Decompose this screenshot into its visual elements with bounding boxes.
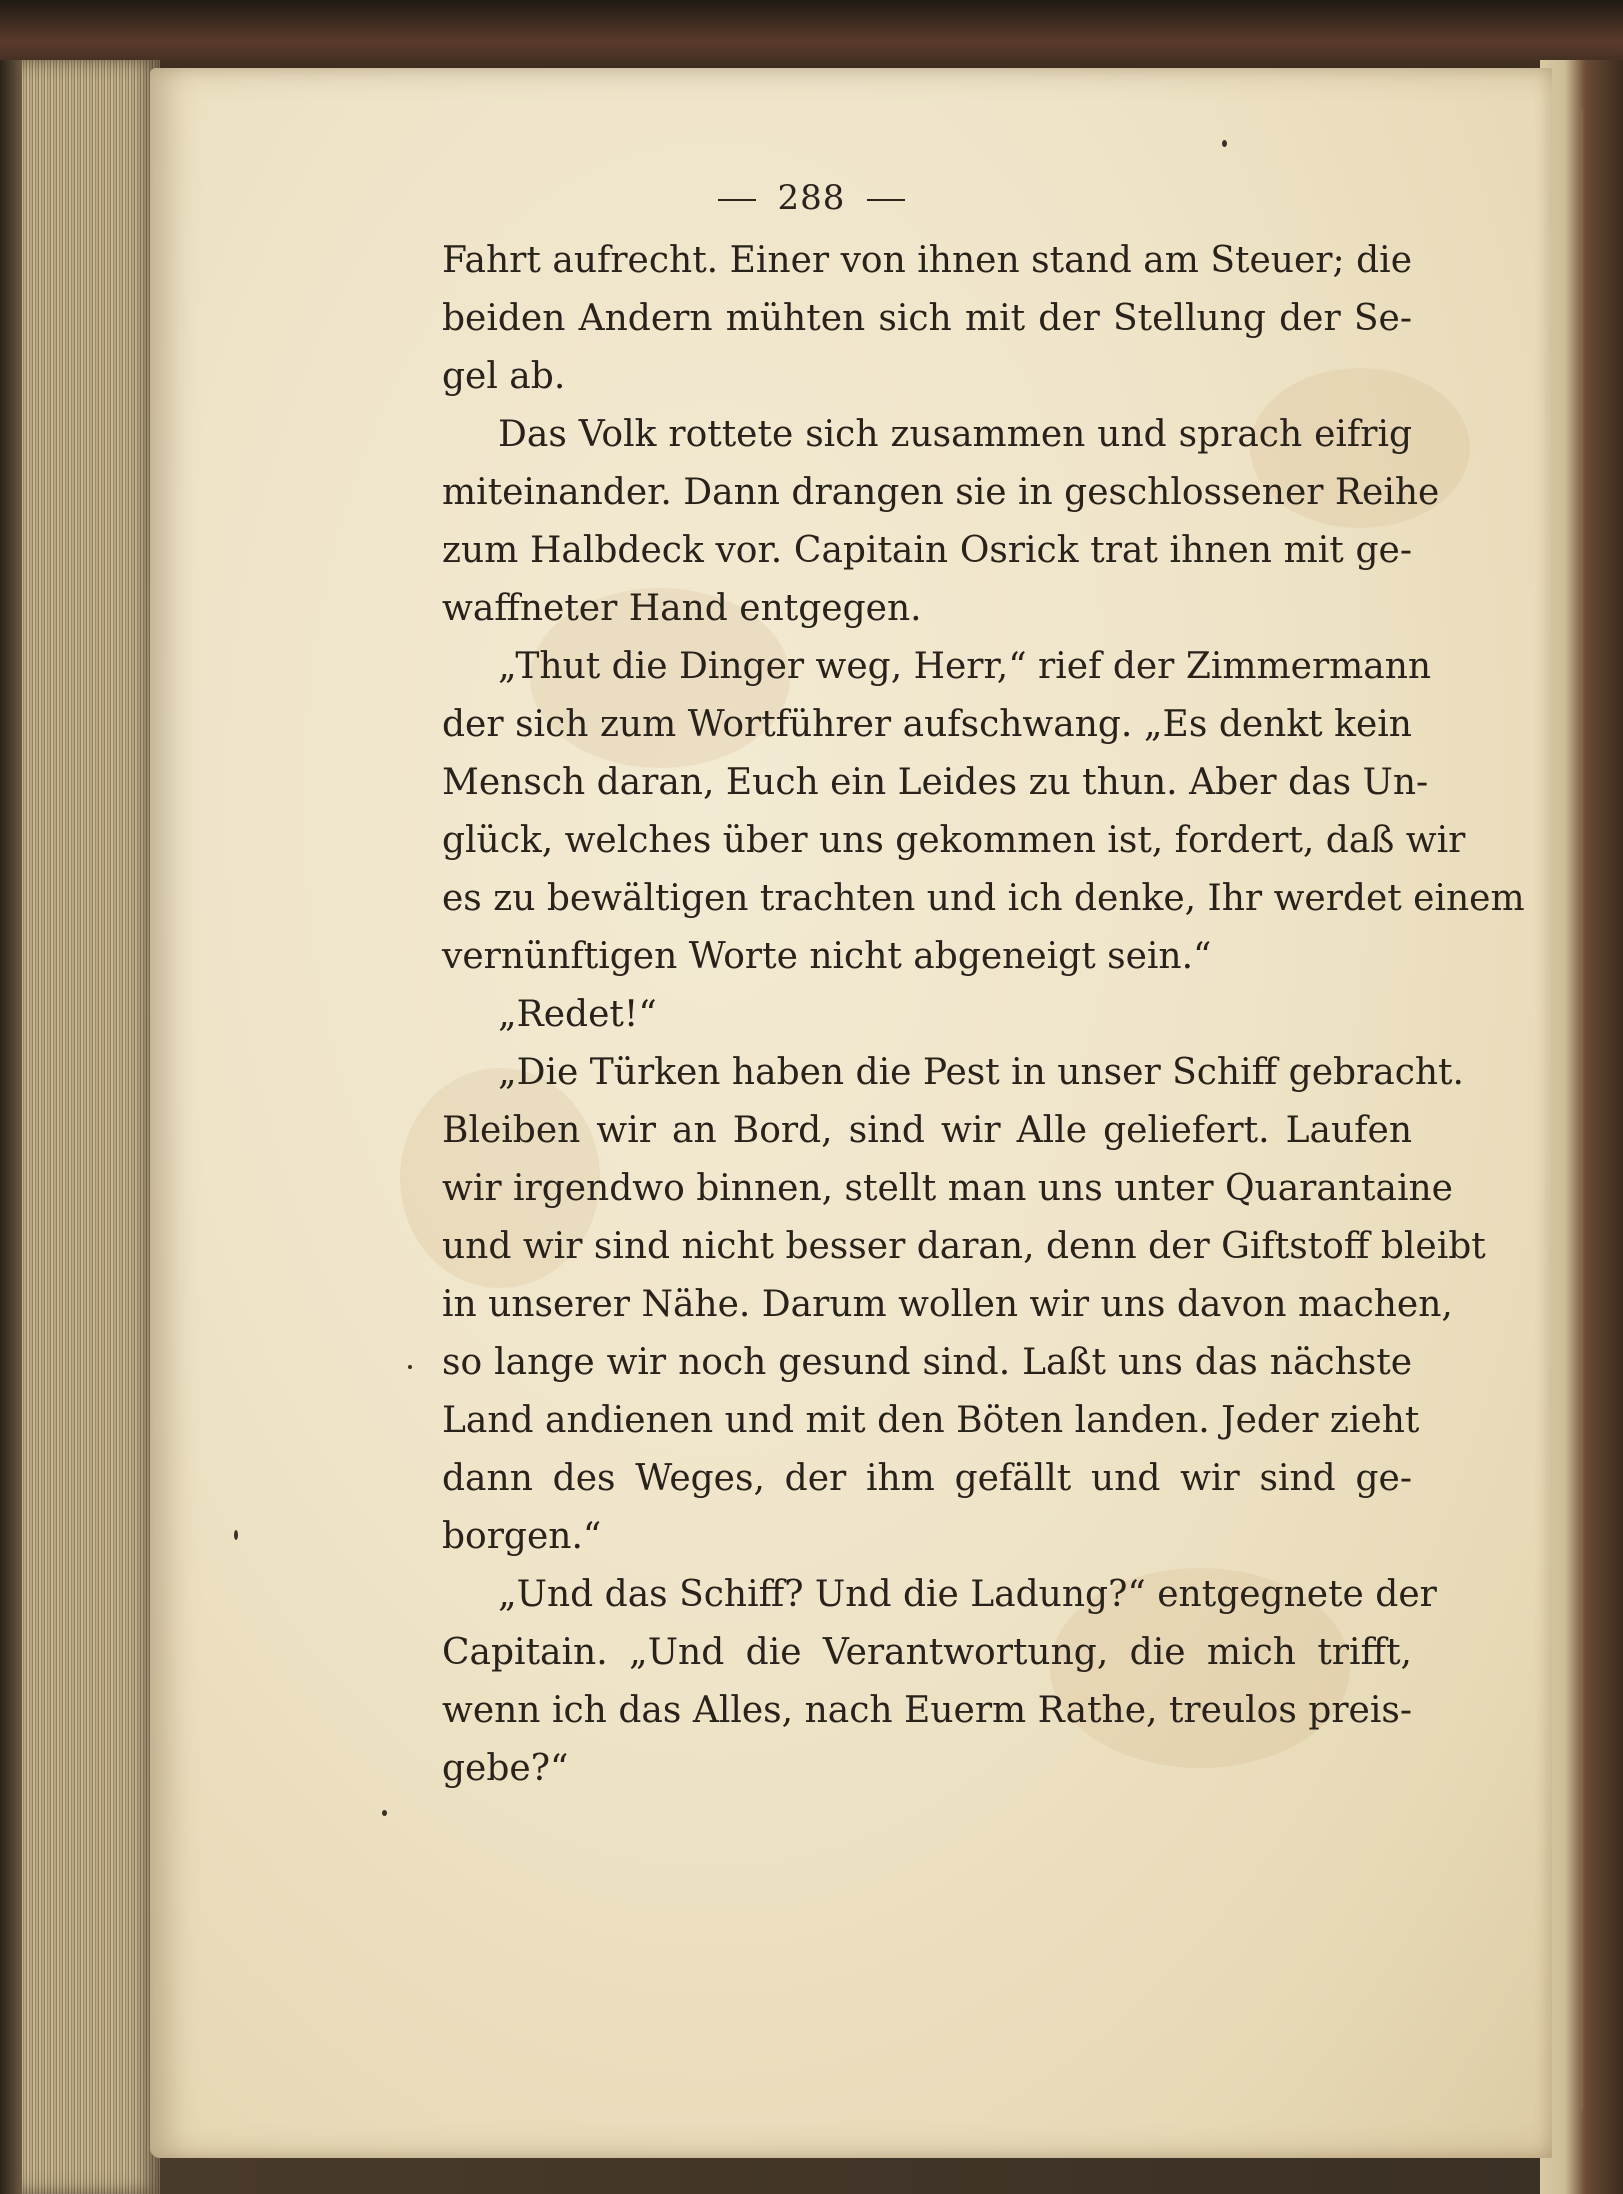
- book-cover-edge: [0, 0, 1623, 70]
- text-line: Bleiben wir an Bord, sind wir Alle geliefert. Laufen: [442, 1110, 1412, 1151]
- text-line: Land andienen und mit den Böten landen. Jeder zieht: [442, 1400, 1420, 1441]
- ink-speck: [408, 1365, 412, 1369]
- text-line: der sich zum Wortführer aufschwang. „Es denkt kein: [442, 704, 1412, 745]
- text-line: gel ab.: [442, 356, 566, 397]
- page-number: [0, 178, 1623, 218]
- text-line: so lange wir noch gesund sind. Laßt uns das nächste: [442, 1342, 1412, 1383]
- dash-right: [867, 199, 905, 201]
- text-line: „Und das Schiff? Und die Ladung?“ entgegnete der: [498, 1574, 1437, 1615]
- text-line: miteinander. Dann drangen sie in geschlossener Reihe: [442, 472, 1440, 513]
- page-edges-left: [0, 60, 160, 2194]
- body-text: [442, 232, 1525, 1798]
- text-line: glück, welches über uns gekommen ist, fordert, daß wir: [442, 820, 1466, 861]
- text-line: wir irgendwo binnen, stellt man uns unter Quarantaine: [442, 1168, 1453, 1209]
- text-line: wenn ich das Alles, nach Euerm Rathe, treulos preis-: [442, 1690, 1412, 1731]
- text-line: es zu bewältigen trachten und ich denke, Ihr werdet einem: [442, 878, 1525, 919]
- text-line: vernünftigen Worte nicht abgeneigt sein.“: [442, 936, 1212, 977]
- text-line: gebe?“: [442, 1748, 569, 1789]
- text-line: „Redet!“: [498, 994, 657, 1035]
- dash-left: [718, 199, 756, 201]
- text-line: Fahrt aufrecht. Einer von ihnen stand am Steuer; die: [442, 240, 1412, 281]
- text-line: Mensch daran, Euch ein Leides zu thun. Aber das Un-: [442, 762, 1429, 803]
- text-line: beiden Andern mühten sich mit der Stellung der Se-: [442, 298, 1412, 339]
- page-number-text: 288: [777, 178, 846, 218]
- text-line: in unserer Nähe. Darum wollen wir uns davon machen,: [442, 1284, 1453, 1325]
- text-line: Das Volk rottete sich zusammen und sprach eifrig: [498, 414, 1412, 455]
- ink-speck: [234, 1530, 238, 1540]
- text-line: „Die Türken haben die Pest in unser Schiff gebracht.: [498, 1052, 1464, 1093]
- text-line: borgen.“: [442, 1516, 602, 1557]
- text-line: dann des Weges, der ihm gefällt und wir sind ge-: [442, 1458, 1412, 1499]
- ink-speck: [382, 1810, 387, 1816]
- text-line: „Thut die Dinger weg, Herr,“ rief der Zimmermann: [498, 646, 1432, 687]
- text-line: Capitain. „Und die Verantwortung, die mich trifft,: [442, 1632, 1412, 1673]
- book-binding-right: [1540, 60, 1623, 2194]
- text-line: und wir sind nicht besser daran, denn der Giftstoff bleibt: [442, 1226, 1486, 1267]
- text-line: waffneter Hand entgegen.: [442, 588, 922, 629]
- ink-speck: [1222, 140, 1227, 147]
- text-line: zum Halbdeck vor. Capitain Osrick trat ihnen mit ge-: [442, 530, 1412, 571]
